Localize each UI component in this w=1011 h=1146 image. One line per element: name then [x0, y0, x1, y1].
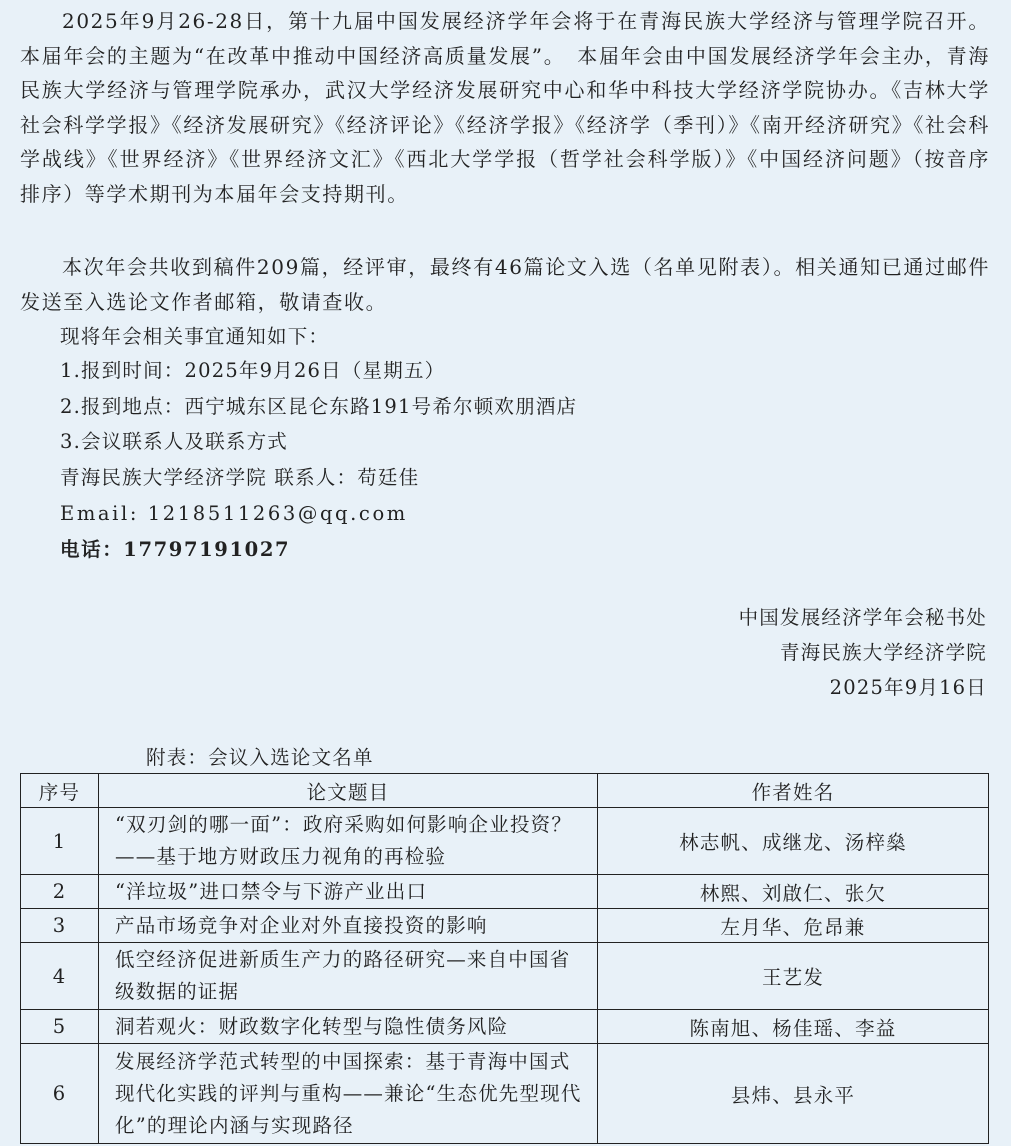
- row-authors: 左月华、危昂兼: [598, 909, 989, 943]
- papers-table: [20, 773, 989, 1144]
- row-title: 发展经济学范式转型的中国探索：基于青海中国式现代化实践的评判与重构——兼论“生态优先型现代化”的理论内涵与实现路径: [99, 1044, 598, 1144]
- paragraph-intro: 2025年9月26-28日，第十九届中国发展经济学年会将于在青海民族大学经济与管理学院召开。本届年会的主题为“在改革中推动中国经济高质量发展”。 本届年会由中国发展经济学年会主办，青海民族大学经济与管理学院承办，武汉大学经济发展研究中心和华中科技大学经济学院协办。《吉林大学社会科学学报》《经济发展研究》《经济评论》《经济学报》《经济学（季刊）》《南开经济研究》《社会科学战线》《世界经济》《世界经济文汇》《西北大学学报（哲学社会科学版）》《中国经济问题》（按音序排序）等学术期刊为本届年会支持期刊。: [20, 9, 990, 206]
- row-authors: 陈南旭、杨佳瑶、李益: [598, 1010, 989, 1044]
- row-title: “洋垃圾”进口禁令与下游产业出口: [99, 875, 598, 909]
- row-authors: 林志帆、成继龙、汤梓燊: [598, 808, 989, 875]
- row-number: 2: [21, 875, 99, 909]
- notice-item-contact-heading: 3.会议联系人及联系方式: [60, 430, 289, 453]
- row-authors: 林熙、刘啟仁、张欠: [598, 875, 989, 909]
- row-number: 4: [21, 943, 99, 1010]
- row-number: 5: [21, 1010, 99, 1044]
- header-title: 论文题目: [99, 774, 598, 808]
- paragraph-submissions: 本次年会共收到稿件209篇，经评审，最终有46篇论文入选（名单见附表）。相关通知已通过邮件发送至入选论文作者邮箱，敬请查收。: [20, 255, 990, 314]
- row-authors: 县炜、县永平: [598, 1044, 989, 1144]
- table-row: [21, 1010, 989, 1044]
- row-title: 洞若观火：财政数字化转型与隐性债务风险: [99, 1010, 598, 1044]
- row-title: 低空经济促进新质生产力的路径研究—来自中国省级数据的证据: [99, 943, 598, 1010]
- row-title: 产品市场竞争对企业对外直接投资的影响: [99, 909, 598, 943]
- table-row: [21, 1044, 989, 1144]
- notice-intro: 现将年会相关事宜通知如下：: [60, 325, 330, 348]
- table-row: [21, 943, 989, 1010]
- table-caption: 附表：会议入选论文名单: [146, 746, 374, 769]
- notice-contact-person: 青海民族大学经济学院 联系人：苟廷佳: [60, 466, 420, 489]
- signature-org-2: 青海民族大学经济学院: [779, 641, 987, 664]
- table-header-row: [21, 774, 989, 808]
- row-number: 6: [21, 1044, 99, 1144]
- table-row: [21, 808, 989, 875]
- row-number: 1: [21, 808, 99, 875]
- header-number: 序号: [21, 774, 99, 808]
- row-title: “双刃剑的哪一面”：政府采购如何影响企业投资？——基于地方财政压力视角的再检验: [99, 808, 598, 875]
- table-row: [21, 909, 989, 943]
- header-authors: 作者姓名: [598, 774, 989, 808]
- table-row: [21, 875, 989, 909]
- notice-email: Email: 1218511263@qq.com: [60, 502, 408, 525]
- row-number: 3: [21, 909, 99, 943]
- notice-phone: 电话：17797191027: [60, 538, 291, 561]
- row-authors: 王艺发: [598, 943, 989, 1010]
- notice-item-time: 1.报到时间：2025年9月26日（星期五）: [60, 359, 446, 382]
- signature-date: 2025年9月16日: [829, 676, 987, 699]
- notice-item-location: 2.报到地点：西宁城东区昆仑东路191号希尔顿欢朋酒店: [60, 395, 578, 418]
- signature-org-1: 中国发展经济学年会秘书处: [738, 606, 987, 629]
